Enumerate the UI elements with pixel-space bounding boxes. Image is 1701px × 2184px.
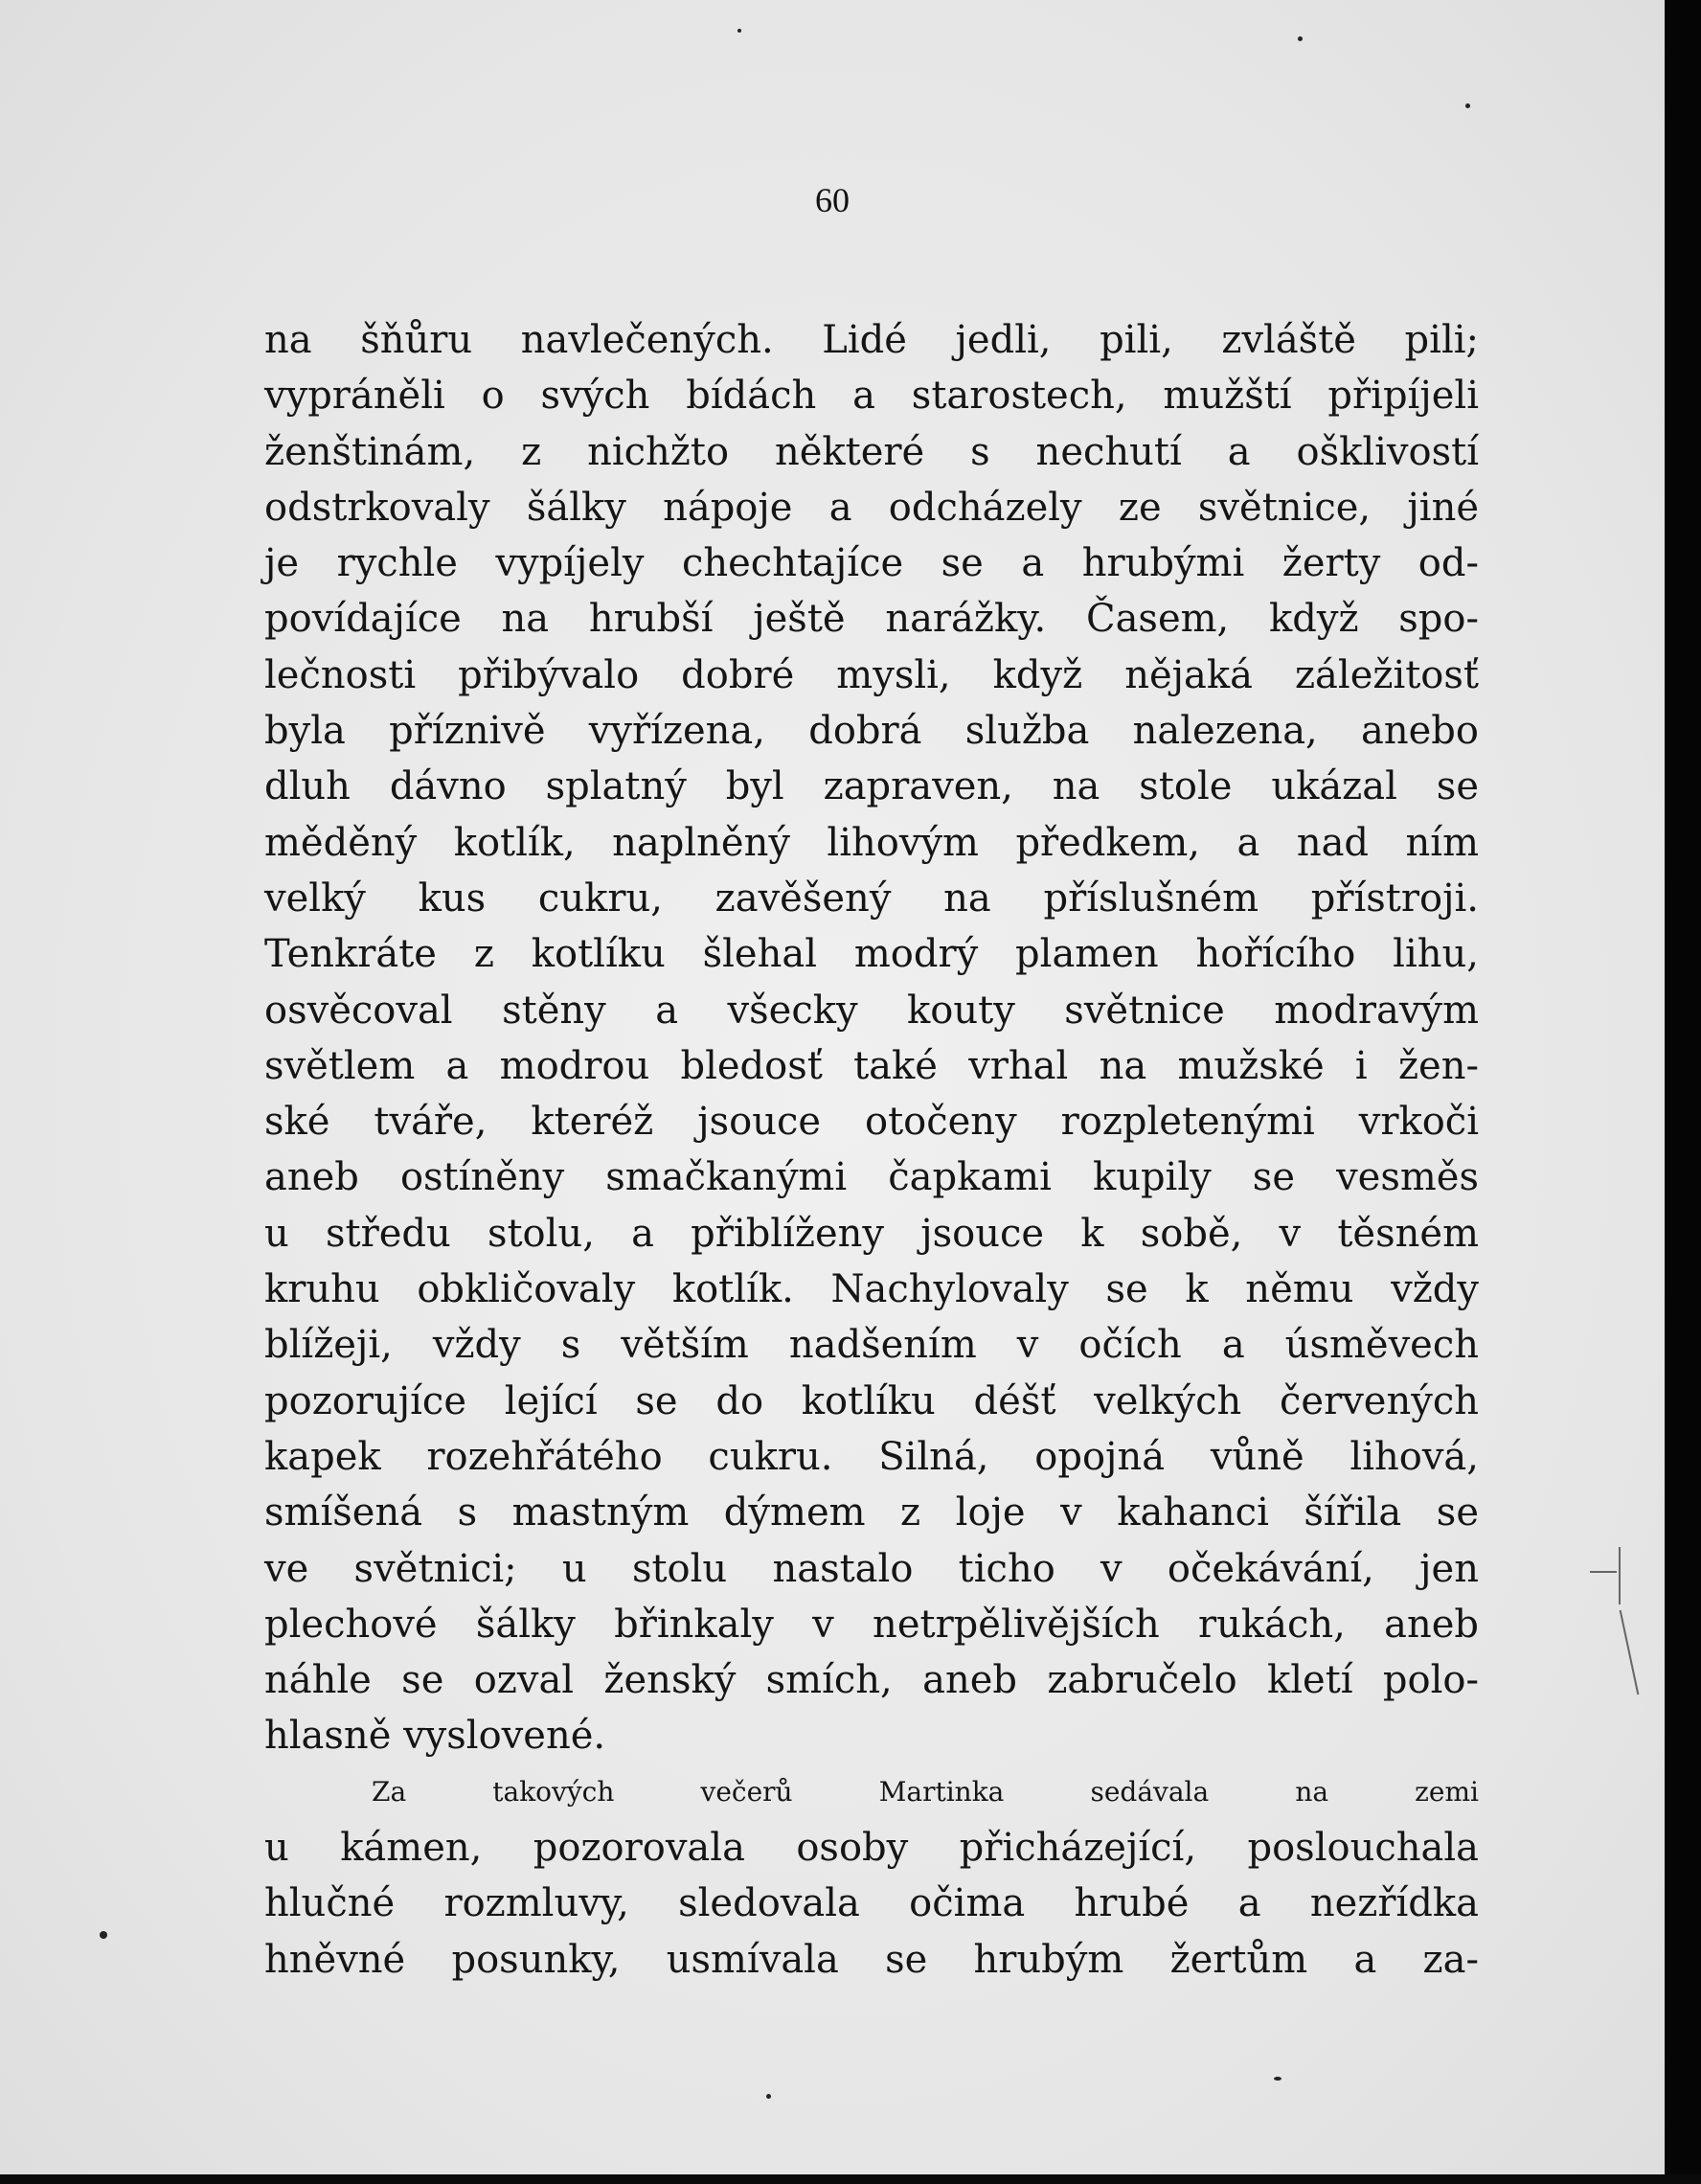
scan-mark: [1619, 1547, 1621, 1604]
scan-speck: [1274, 2077, 1281, 2081]
scan-speck: [1298, 36, 1303, 41]
text-line: ženštinám, z nichžto některé s nechutí a ošklivostí: [264, 429, 1479, 474]
scan-speck: [737, 29, 741, 33]
text-line: ské tváře, kteréž jsouce otočeny rozpletenými vrkoči: [264, 1100, 1479, 1145]
text-line: blížeji, vždy s větším nadšením v očích a úsměvech: [264, 1323, 1479, 1368]
text-line: hněvné posunky, usmívala se hrubým žertům a za-: [264, 1937, 1479, 1982]
paragraph-end-line: hlasně vyslovené.: [264, 1714, 606, 1759]
scan-border-bottom: [0, 2174, 1701, 2184]
page-number: 60: [815, 181, 850, 219]
scan-speck: [1465, 103, 1470, 108]
text-line: světlem a modrou bledosť také vrhal na mužské i žen-: [264, 1043, 1479, 1088]
text-line: povídajíce na hrubší ještě narážky. Časem, když spo-: [264, 597, 1479, 642]
body-text: [264, 312, 1479, 1988]
text-line: je rychle vypíjely chechtajíce se a hrubými žerty od-: [264, 541, 1479, 586]
text-line: u kámen, pozorovala osoby přicházející, poslouchala: [264, 1826, 1479, 1871]
text-line: byla příznivě vyřízena, dobrá služba nalezena, anebo: [264, 709, 1479, 754]
text-line: plechové šálky břinkaly v netrpělivějších rukách, aneb: [264, 1602, 1479, 1647]
text-line: osvěcoval stěny a všecky kouty světnice modravým: [264, 988, 1479, 1033]
text-line: pozorujíce lející se do kotlíku déšť velkých červených: [264, 1378, 1479, 1423]
text-line: Tenkráte z kotlíku šlehal modrý plamen hořícího lihu,: [264, 932, 1479, 977]
text-line: na šňůru navlečených. Lidé jedli, pili, zvláště pili;: [264, 318, 1479, 362]
text-line: kapek rozehřátého cukru. Silná, opojná vůně lihová,: [264, 1434, 1479, 1479]
text-line: dluh dávno splatný byl zapraven, na stole ukázal se: [264, 764, 1479, 809]
text-line: u středu stolu, a přiblíženy jsouce k sobě, v těsném: [264, 1211, 1479, 1256]
scan-mark: [1590, 1571, 1617, 1573]
paragraph-start-line: Za takových večerů Martinka sedávala na zemi: [372, 1775, 1479, 1808]
text-line: vypráněli o svých bídách a starostech, mužští připíjeli: [264, 374, 1479, 419]
text-line: smíšená s mastným dýmem z loje v kahanci šířila se: [264, 1490, 1479, 1536]
text-line: kruhu obkličovaly kotlík. Nachylovaly se k němu vždy: [264, 1267, 1479, 1312]
text-line: velký kus cukru, zavěšený na příslušném přístroji.: [264, 876, 1479, 921]
scan-border-right: [1665, 0, 1701, 2184]
text-line: měděný kotlík, naplněný lihovým předkem, a nad ním: [264, 820, 1479, 865]
text-line: odstrkovaly šálky nápoje a odcházely ze světnice, jiné: [264, 485, 1479, 530]
scan-speck: [766, 2094, 771, 2099]
text-line: hlučné rozmluvy, sledovala očima hrubé a nezřídka: [264, 1881, 1479, 1926]
text-line: náhle se ozval ženský smích, aneb zabručelo kletí polo-: [264, 1658, 1479, 1703]
text-line: aneb ostíněny smačkanými čapkami kupily se vesměs: [264, 1155, 1479, 1200]
text-line: lečnosti přibývalo dobré mysli, když nějaká záležitosť: [264, 652, 1479, 697]
text-line: ve světnici; u stolu nastalo ticho v očekávání, jen: [264, 1546, 1479, 1591]
scan-speck: [100, 1931, 107, 1939]
